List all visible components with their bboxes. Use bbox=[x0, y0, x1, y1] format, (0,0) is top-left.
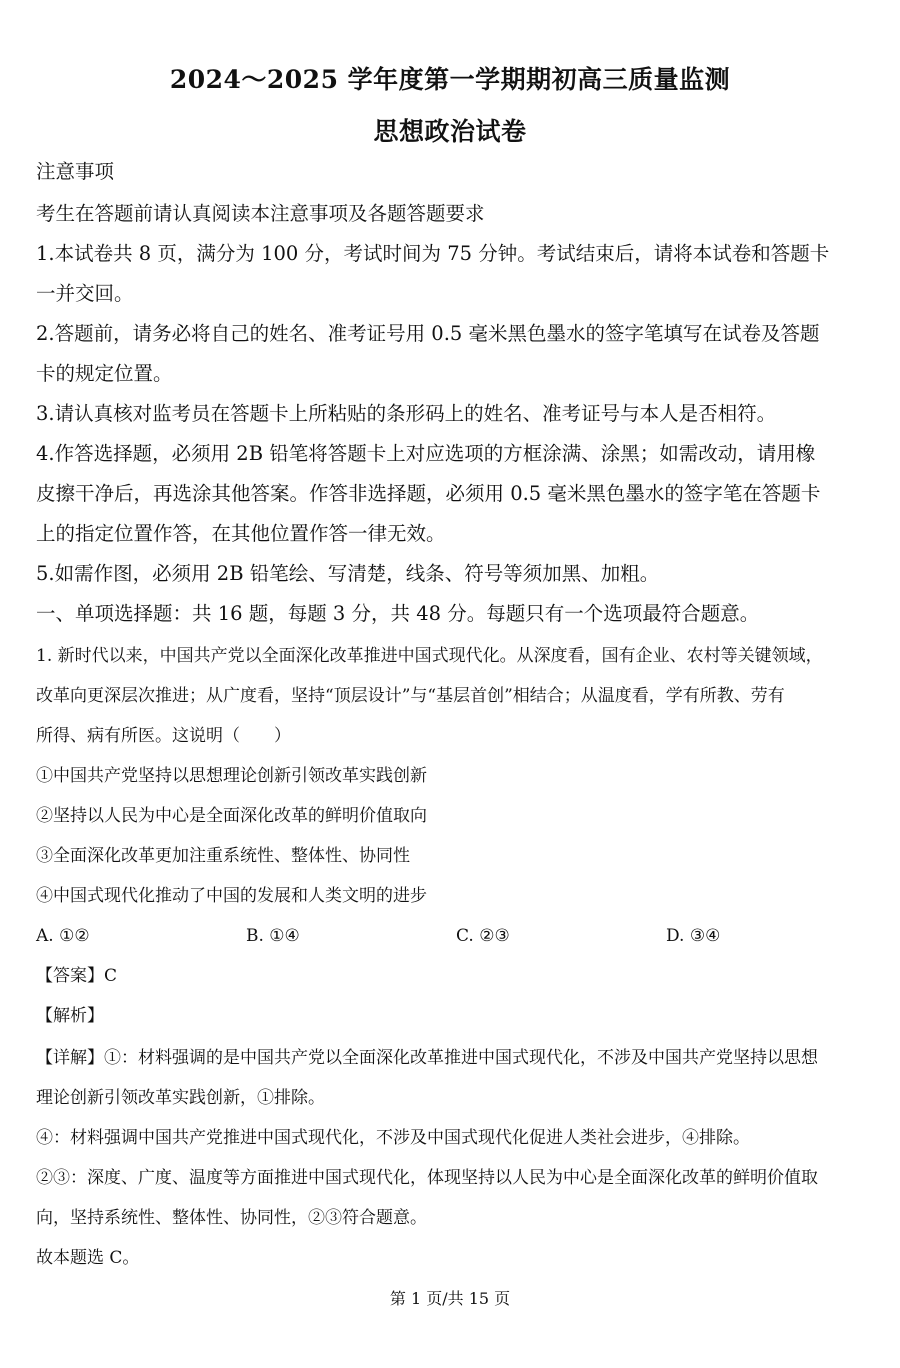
notice-item-line: 3.请认真核对监考员在答题卡上所粘贴的条形码上的姓名、准考证号与本人是否相符。 bbox=[36, 402, 777, 425]
question-statement: ④中国式现代化推动了中国的发展和人类文明的进步 bbox=[36, 886, 427, 906]
notice-item-line: 1.本试卷共 8 页，满分为 100 分，考试时间为 75 分钟。考试结束后，请将本试卷和答题卡 bbox=[36, 242, 830, 265]
exam-subject-title: 思想政治试卷 bbox=[373, 117, 527, 146]
answer-line: 【答案】C bbox=[36, 966, 118, 986]
question-stem-line: 所得、病有所医。这说明（ ） bbox=[36, 726, 291, 746]
analysis-label: 【解析】 bbox=[36, 1006, 104, 1026]
notice-item-line: 2.答题前，请务必将自己的姓名、准考证号用 0.5 毫米黑色墨水的签字笔填写在试卷及答题 bbox=[36, 322, 820, 345]
option-c: C. ②③ bbox=[456, 926, 510, 946]
detail-line: 向，坚持系统性、整体性、协同性，②③符合题意。 bbox=[36, 1208, 427, 1228]
detail-line: 理论创新引领改革实践创新，①排除。 bbox=[36, 1088, 325, 1108]
detail-line: ④：材料强调中国共产党推进中国式现代化，不涉及中国式现代化促进人类社会进步，④排除。 bbox=[36, 1128, 750, 1148]
detail-line: 故本题选 C。 bbox=[36, 1248, 140, 1268]
notice-item-line: 一并交回。 bbox=[36, 282, 134, 305]
notice-item-line: 5.如需作图，必须用 2B 铅笔绘、写清楚，线条、符号等须加黑、加粗。 bbox=[36, 562, 660, 585]
notice-heading: 注意事项 bbox=[36, 160, 115, 183]
question-stem-line: 1. 新时代以来，中国共产党以全面深化改革推进中国式现代化。从深度看，国有企业、农村等关键领域， bbox=[36, 646, 823, 666]
notice-item-line: 上的指定位置作答，在其他位置作答一律无效。 bbox=[36, 522, 446, 545]
option-d: D. ③④ bbox=[666, 926, 721, 946]
question-statement: ③全面深化改革更加注重系统性、整体性、协同性 bbox=[36, 846, 410, 866]
notice-item-line: 卡的规定位置。 bbox=[36, 362, 173, 385]
section-heading: 一、单项选择题：共 16 题，每题 3 分，共 48 分。每题只有一个选项最符合题意。 bbox=[36, 602, 760, 625]
notice-item-line: 皮擦干净后，再选涂其他答案。作答非选择题，必须用 0.5 毫米黑色墨水的签字笔在答题卡 bbox=[36, 482, 821, 505]
detail-line: 【详解】①：材料强调的是中国共产党以全面深化改革推进中国式现代化，不涉及中国共产党坚持以思想 bbox=[36, 1048, 818, 1068]
question-statement: ①中国共产党坚持以思想理论创新引领改革实践创新 bbox=[36, 766, 427, 786]
notice-item-line: 4.作答选择题，必须用 2B 铅笔将答题卡上对应选项的方框涂满、涂黑；如需改动，请用橡 bbox=[36, 442, 816, 465]
detail-line: ②③：深度、广度、温度等方面推进中国式现代化，体现坚持以人民为中心是全面深化改革的鲜明价值取 bbox=[36, 1168, 818, 1188]
question-stem-line: 改革向更深层次推进；从广度看，坚持“顶层设计”与“基层首创”相结合；从温度看，学有所教、劳有 bbox=[36, 686, 785, 706]
notice-intro: 考生在答题前请认真阅读本注意事项及各题答题要求 bbox=[36, 202, 485, 225]
option-a: A. ①② bbox=[36, 926, 90, 946]
exam-title: 2024～2025 学年度第一学期期初高三质量监测 bbox=[169, 65, 731, 94]
page-footer: 第 1 页/共 15 页 bbox=[389, 1289, 511, 1308]
option-b: B. ①④ bbox=[246, 926, 300, 946]
question-statement: ②坚持以人民为中心是全面深化改革的鲜明价值取向 bbox=[36, 806, 427, 826]
